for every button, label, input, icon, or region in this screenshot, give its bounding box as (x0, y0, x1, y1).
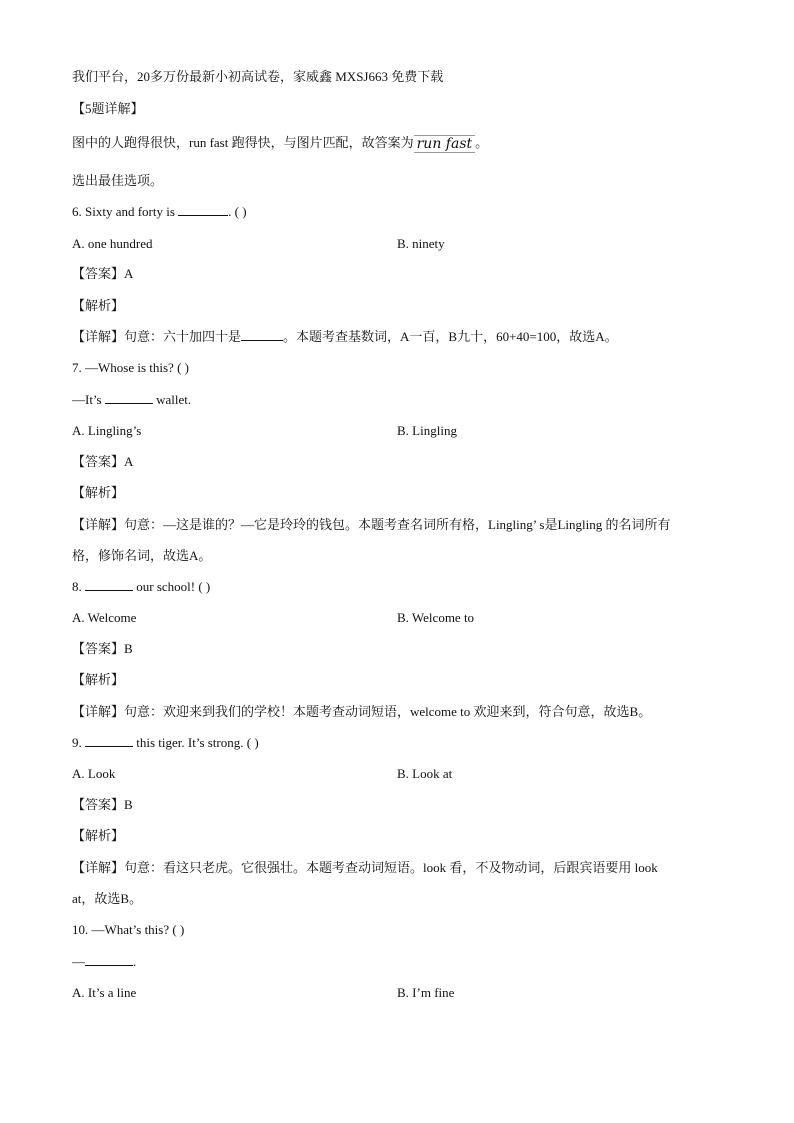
q6-detail: 【详解】句意：六十加四十是 。本题考查基数词，A一百，B九十，60+40=100，故选A。 (72, 329, 618, 344)
handwritten-answer: run fast (414, 135, 476, 153)
q9-detail-cont: at，故选B。 (72, 891, 143, 906)
q9-stem: 9. this tiger. It’s strong. ( ) (72, 735, 259, 750)
answer-blank (241, 328, 283, 341)
answer-blank (85, 734, 133, 747)
q10-option-b: B. I’m fine (397, 985, 455, 1000)
q9-answer: 【答案】B (72, 797, 133, 812)
q9-option-b: B. Look at (397, 766, 453, 781)
q8-option-a: A. Welcome (72, 610, 137, 625)
q6-analysis: 【解析】 (72, 298, 125, 313)
q10-stem: 10. —What’s this? ( ) (72, 922, 185, 937)
q7-option-a: A. Lingling’s (72, 423, 142, 438)
q5-detail: 图中的人跑得很快，run fast 跑得快，与图片匹配，故答案为 run fast 。 (72, 135, 489, 153)
q7-detail: 【详解】句意：—这是谁的？—它是玲玲的钱包。本题考查名词所有格，Lingling’ s是Lingling 的名词所有 (72, 517, 671, 532)
q7-analysis: 【解析】 (72, 485, 125, 500)
q9-analysis: 【解析】 (72, 828, 125, 843)
q7-answer: 【答案】A (72, 454, 134, 469)
q8-stem: 8. our school! ( ) (72, 579, 211, 594)
header-promo: 我们平台，20多万份最新小初高试卷，家威鑫 MXSJ663 免费下载 (72, 69, 444, 84)
q6-stem: 6. Sixty and forty is . ( ) (72, 204, 247, 219)
q6-answer: 【答案】A (72, 266, 134, 281)
q7-detail-cont: 格，修饰名词，故选A。 (72, 548, 212, 563)
q7-stem: 7. —Whose is this? ( ) (72, 360, 189, 375)
q8-detail: 【详解】句意：欢迎来到我们的学校！本题考查动词短语，welcome to 欢迎来到，符合句意，故选B。 (72, 704, 652, 719)
q9-option-a: A. Look (72, 766, 116, 781)
q6-option-b: B. ninety (397, 236, 445, 251)
q5-heading: 【5题详解】 (72, 101, 144, 116)
q7-option-b: B. Lingling (397, 423, 457, 438)
q10-option-a: A. It’s a line (72, 985, 137, 1000)
q10-line2: — . (72, 954, 137, 969)
q7-line2: —It’s wallet. (72, 392, 192, 407)
answer-blank (105, 391, 153, 404)
q6-option-a: A. one hundred (72, 236, 153, 251)
answer-blank (178, 203, 228, 216)
q8-analysis: 【解析】 (72, 672, 125, 687)
q8-answer: 【答案】B (72, 641, 133, 656)
answer-blank (85, 578, 133, 591)
instruction: 选出最佳选项。 (72, 173, 164, 188)
answer-blank (85, 953, 133, 966)
q8-option-b: B. Welcome to (397, 610, 475, 625)
q9-detail: 【详解】句意：看这只老虎。它很强壮。本题考查动词短语。look 看，不及物动词，后跟宾语要用 look (72, 860, 658, 875)
